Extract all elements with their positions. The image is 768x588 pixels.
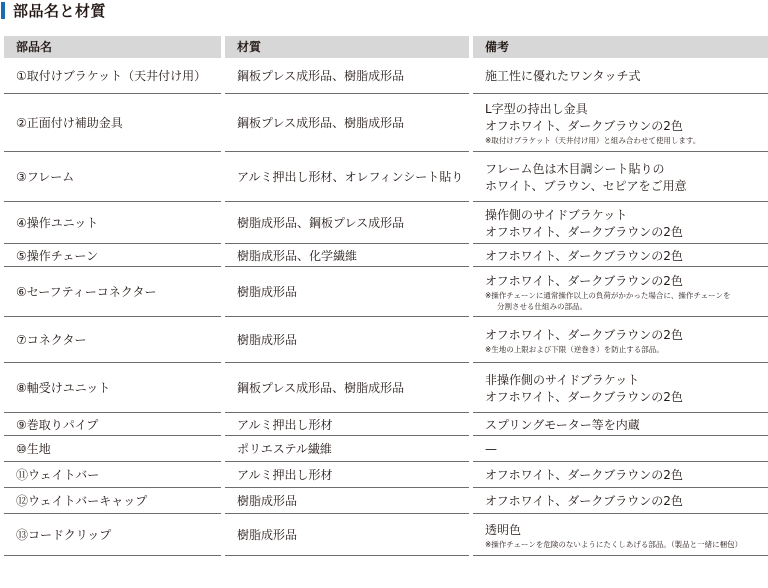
remarks-line: オフホワイト、ダークブラウンの2色 bbox=[485, 119, 683, 133]
material-cell: 樹脂成形品、鋼板プレス成形品 bbox=[225, 204, 469, 244]
remarks-line: 施工性に優れたワンタッチ式 bbox=[485, 69, 641, 83]
material-cell: 樹脂成形品 bbox=[225, 516, 469, 556]
remarks-line: — bbox=[485, 442, 497, 456]
material-cell: 鋼板プレス成形品、樹脂成形品 bbox=[225, 365, 469, 413]
remarks-note: ※生地の上限および下限（逆巻き）を防止する部品。 bbox=[485, 344, 664, 354]
remarks-note: ※操作チェーンに通常操作以上の負荷がかかった場合に、操作チェーンを bbox=[485, 291, 731, 300]
remarks-line: 操作側のサイドブラケット bbox=[485, 207, 628, 222]
material-cell: アルミ押出し形材、オレフィンシート貼り bbox=[225, 154, 469, 202]
material-cell: 樹脂成形品、化学繊維 bbox=[225, 246, 469, 267]
parts-table bbox=[0, 34, 768, 558]
part-name-cell: ②正面付け補助金具 bbox=[4, 96, 221, 152]
remarks-note: ※操作チェーンを危険のないようにたくしあげる部品。（製品と一緒に梱包） bbox=[485, 539, 743, 549]
part-name-cell: ⑬コードクリップ bbox=[4, 516, 221, 556]
page-title: 部品名と材質 bbox=[13, 1, 107, 20]
part-name-cell: ③フレーム bbox=[4, 154, 221, 202]
material-cell: 樹脂成形品 bbox=[225, 319, 469, 363]
part-name-cell: ⑨巻取りパイプ bbox=[4, 415, 221, 436]
material-cell: ポリエステル繊維 bbox=[225, 438, 469, 462]
table-row bbox=[4, 96, 768, 152]
table-row bbox=[4, 154, 768, 202]
part-name-cell: ⑥セーフティーコネクター bbox=[4, 269, 221, 317]
remarks-line: オフホワイト、ダークブラウンの2色 bbox=[485, 224, 683, 239]
remarks-line: オフホワイト、ダークブラウンの2色 bbox=[485, 327, 683, 342]
remarks-cell bbox=[473, 365, 768, 413]
title-accent-bar bbox=[1, 2, 5, 19]
remarks-cell bbox=[473, 246, 768, 267]
remarks-cell bbox=[473, 269, 768, 317]
table-header-row bbox=[4, 36, 768, 58]
remarks-note: ※取付けブラケット（天井付け用）と組み合わせて使用します。 bbox=[485, 136, 701, 145]
table-row bbox=[4, 269, 768, 317]
remarks-line: 非操作側のサイドブラケット bbox=[485, 372, 640, 387]
part-name-cell: ⑧軸受けユニット bbox=[4, 365, 221, 413]
remarks-line: オフホワイト、ダークブラウンの2色 bbox=[485, 389, 683, 404]
table-row bbox=[4, 204, 768, 244]
part-name-cell: ⑫ウェイトバーキャップ bbox=[4, 490, 221, 514]
material-cell: アルミ押出し形材 bbox=[225, 415, 469, 436]
material-cell: 鋼板プレス成形品、樹脂成形品 bbox=[225, 96, 469, 152]
part-name-cell: ⑤操作チェーン bbox=[4, 246, 221, 267]
header-material: 材質 bbox=[225, 36, 469, 58]
remarks-line: スプリングモーター等を内蔵 bbox=[485, 417, 640, 432]
remarks-cell bbox=[473, 204, 768, 244]
remarks-line: オフホワイト、ダークブラウンの2色 bbox=[485, 494, 683, 508]
table-row bbox=[4, 464, 768, 488]
table-row bbox=[4, 60, 768, 94]
table-row bbox=[4, 365, 768, 413]
part-name-cell: ⑪ウェイトバー bbox=[4, 464, 221, 488]
header-part: 部品名 bbox=[4, 36, 221, 58]
part-name-cell: ④操作ユニット bbox=[4, 204, 221, 244]
remarks-line: 透明色 bbox=[485, 522, 522, 537]
material-cell: 鋼板プレス成形品、樹脂成形品 bbox=[225, 60, 469, 94]
remarks-cell bbox=[473, 438, 768, 462]
remarks-cell bbox=[473, 490, 768, 514]
part-name-cell: ⑩生地 bbox=[4, 438, 221, 462]
table-row bbox=[4, 319, 768, 363]
table-row bbox=[4, 516, 768, 556]
remarks-line: オフホワイト、ダークブラウンの2色 bbox=[485, 274, 683, 288]
remarks-line: オフホワイト、ダークブラウンの2色 bbox=[485, 468, 683, 482]
remarks-line: ホワイト、ブラウン、セピアをご用意 bbox=[485, 178, 687, 193]
remarks-cell bbox=[473, 60, 768, 94]
material-cell: 樹脂成形品 bbox=[225, 490, 469, 514]
remarks-cell bbox=[473, 516, 768, 556]
remarks-cell bbox=[473, 319, 768, 363]
remarks-cell bbox=[473, 464, 768, 488]
part-name-cell: ⑦コネクター bbox=[4, 319, 221, 363]
remarks-cell bbox=[473, 154, 768, 202]
remarks-cell bbox=[473, 96, 768, 152]
table-row bbox=[4, 490, 768, 514]
table-row bbox=[4, 438, 768, 462]
header-remarks: 備考 bbox=[473, 36, 768, 58]
table-row bbox=[4, 246, 768, 267]
table-row bbox=[4, 415, 768, 436]
part-name-cell: ①取付けブラケット（天井付け用） bbox=[4, 60, 221, 94]
remarks-cell bbox=[473, 415, 768, 436]
remarks-line: L字型の持出し金具 bbox=[485, 102, 588, 116]
section-title bbox=[0, 0, 106, 20]
material-cell: 樹脂成形品 bbox=[225, 269, 469, 317]
remarks-line: フレーム色は木目調シート貼りの bbox=[485, 161, 665, 176]
remarks-line: オフホワイト、ダークブラウンの2色 bbox=[485, 248, 683, 263]
remarks-note-continued: 分割させる仕組みの部品。 bbox=[497, 302, 587, 311]
material-cell: アルミ押出し形材 bbox=[225, 464, 469, 488]
